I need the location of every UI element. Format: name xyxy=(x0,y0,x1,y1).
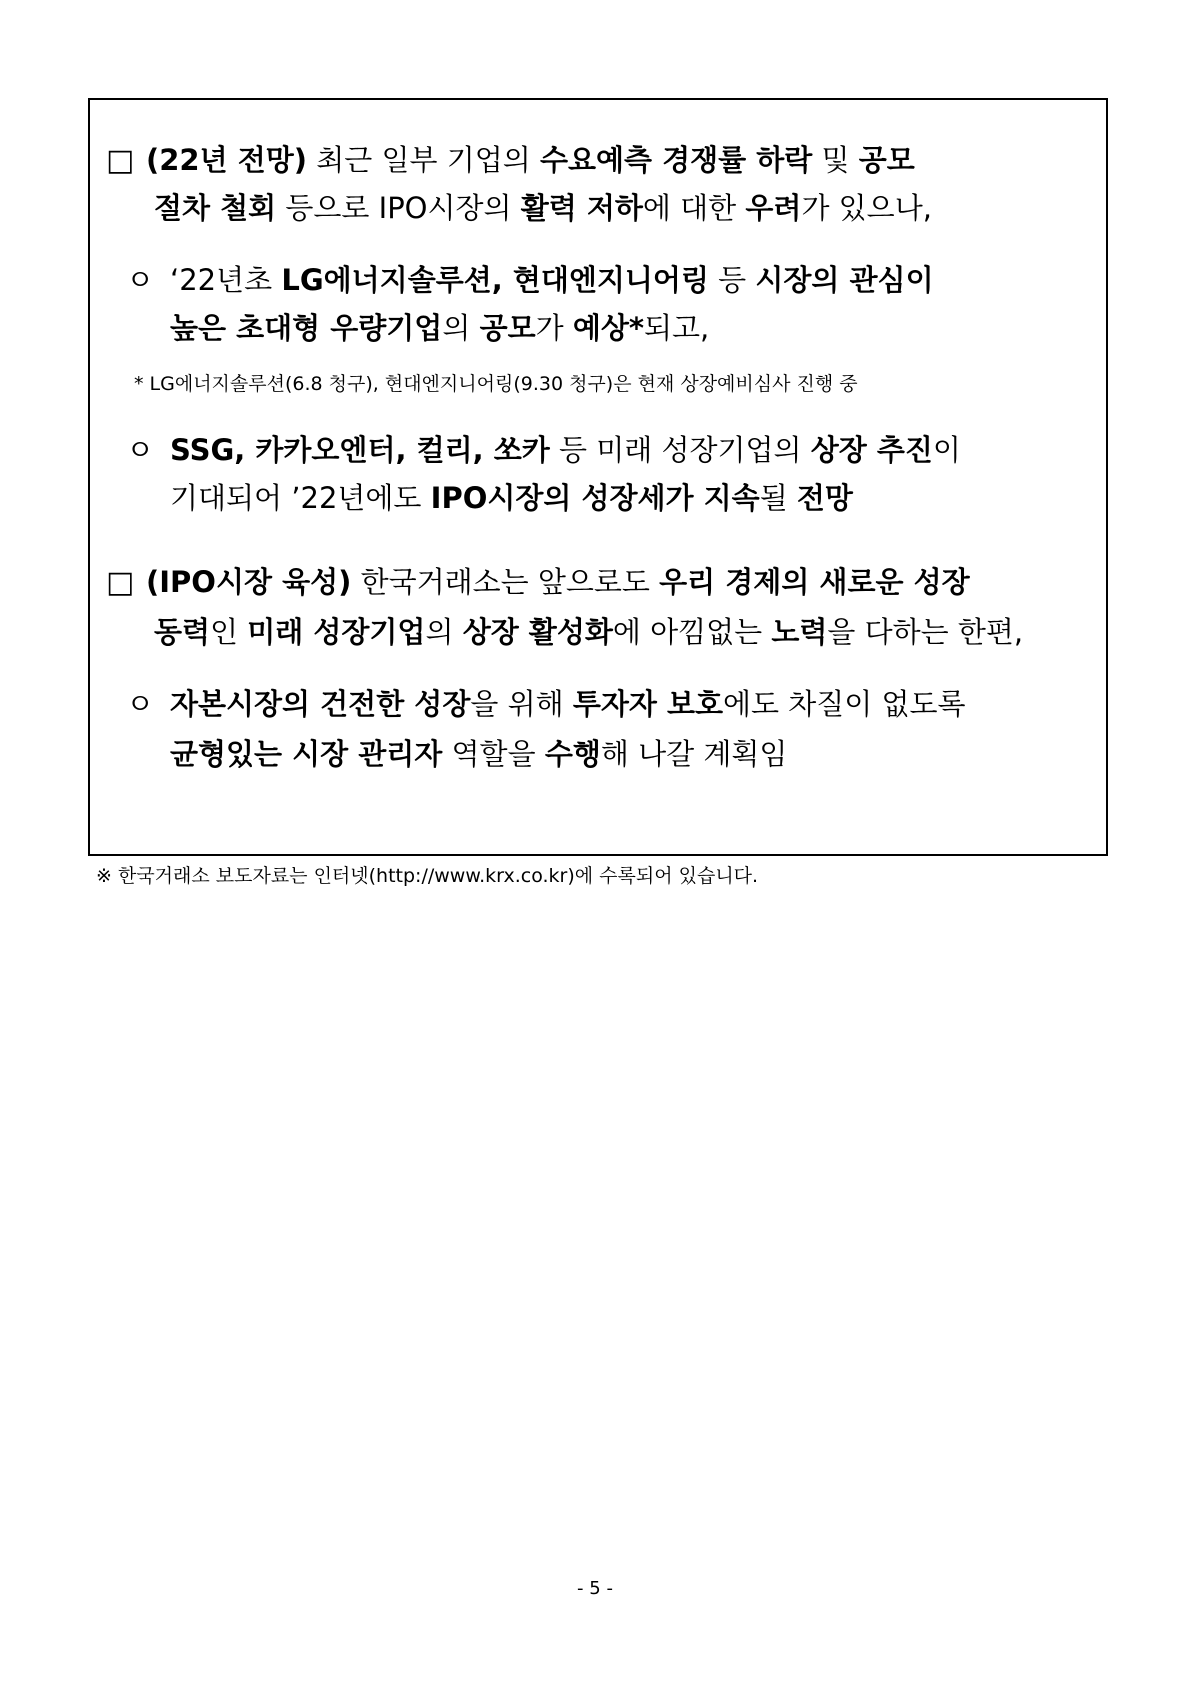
text-run: 수요예측 경쟁률 하락 xyxy=(540,143,813,177)
text-run: 동력 xyxy=(154,615,211,649)
text-run: 수행 xyxy=(544,737,601,771)
press-release-note: ※ 한국거래소 보도자료는 인터넷(http://www.krx.co.kr)에 수록되어 있습니다. xyxy=(96,865,759,887)
section2-line1 xyxy=(146,562,970,602)
text-run: 전망 xyxy=(796,481,853,515)
text-run: ‘22년초 xyxy=(170,263,282,297)
text-run: 높은 초대형 우량기업 xyxy=(170,311,443,345)
text-run: 인 xyxy=(210,615,248,649)
text-run: 역할을 xyxy=(442,737,545,771)
bullet1-line2 xyxy=(170,308,709,348)
text-run: 등 미래 성장기업의 xyxy=(549,433,811,467)
text-run: 의 xyxy=(442,311,480,345)
text-run: 노력 xyxy=(771,615,828,649)
text-run: 등으로 IPO시장의 xyxy=(276,191,521,225)
text-run: 절차 철회 xyxy=(154,191,277,225)
text-run: 시장의 관심이 xyxy=(755,263,934,297)
bullet-marker: ㅇ xyxy=(126,263,155,297)
text-run: 에 대한 xyxy=(642,191,746,225)
text-run: 공모 xyxy=(858,143,915,177)
section-marker: □ xyxy=(106,143,135,178)
text-run: 우려 xyxy=(745,191,802,225)
text-run: 투자자 보호 xyxy=(572,687,723,721)
text-run: 될 xyxy=(759,481,797,515)
section2-line2 xyxy=(154,612,1023,652)
text-run: 의 xyxy=(425,615,463,649)
bullet3-line1 xyxy=(170,684,966,724)
section1-line2 xyxy=(154,188,932,228)
text-run: 가 xyxy=(535,311,573,345)
bullet-marker: ㅇ xyxy=(126,433,155,467)
text-run: 에도 차질이 없도록 xyxy=(723,687,966,721)
text-run: 을 위해 xyxy=(470,687,573,721)
text-run: 활력 저하 xyxy=(520,191,643,225)
bullet3-line2 xyxy=(170,734,787,774)
text-run: 상장 추진 xyxy=(810,433,933,467)
text-run: 자본시장의 건전한 성장 xyxy=(170,687,471,721)
text-run: 이 xyxy=(932,433,961,467)
text-run: 에 아낌없는 xyxy=(612,615,772,649)
text-run: 최근 일부 기업의 xyxy=(307,143,540,177)
bullet2-line2 xyxy=(170,478,853,518)
text-run: (IPO시장 육성) xyxy=(146,565,352,599)
bullet1-line1 xyxy=(170,260,934,300)
text-run: 기대되어 ’22년에도 xyxy=(170,481,431,515)
text-run: 균형있는 시장 관리자 xyxy=(170,737,443,771)
page-number: - 5 - xyxy=(577,1578,613,1599)
text-run: LG에너지솔루션, 현대엔지니어링 xyxy=(281,263,709,297)
text-run: 공모 xyxy=(479,311,536,345)
content-box xyxy=(88,98,1108,856)
bullet-marker: ㅇ xyxy=(126,687,155,721)
footnote: * LG에너지솔루션(6.8 청구), 현대엔지니어링(9.30 청구)은 현재 상장예비심사 진행 중 xyxy=(134,373,858,395)
section-marker: □ xyxy=(106,565,135,600)
text-run: 상장 활성화 xyxy=(462,615,613,649)
text-run: 가 있으나, xyxy=(801,191,932,225)
text-run: IPO시장의 성장세가 지속 xyxy=(430,481,760,515)
text-run: 우리 경제의 새로운 성장 xyxy=(659,565,970,599)
text-run: 을 다하는 한편, xyxy=(827,615,1024,649)
text-run: 되고, xyxy=(644,311,710,345)
text-run: 해 나갈 계획임 xyxy=(600,737,788,771)
text-run: SSG, 카카오엔터, 컬리, 쏘카 xyxy=(170,433,550,467)
text-run: 예상* xyxy=(572,311,645,345)
text-run: (22년 전망) xyxy=(146,143,308,177)
text-run: 및 xyxy=(812,143,859,177)
section1-line1 xyxy=(146,140,915,180)
text-run: 는 앞으로도 xyxy=(500,565,660,599)
text-run: 한국거래소 xyxy=(351,565,501,599)
text-run: 등 xyxy=(708,263,756,297)
text-run: 미래 성장기업 xyxy=(247,615,426,649)
bullet2-line1 xyxy=(170,430,961,470)
